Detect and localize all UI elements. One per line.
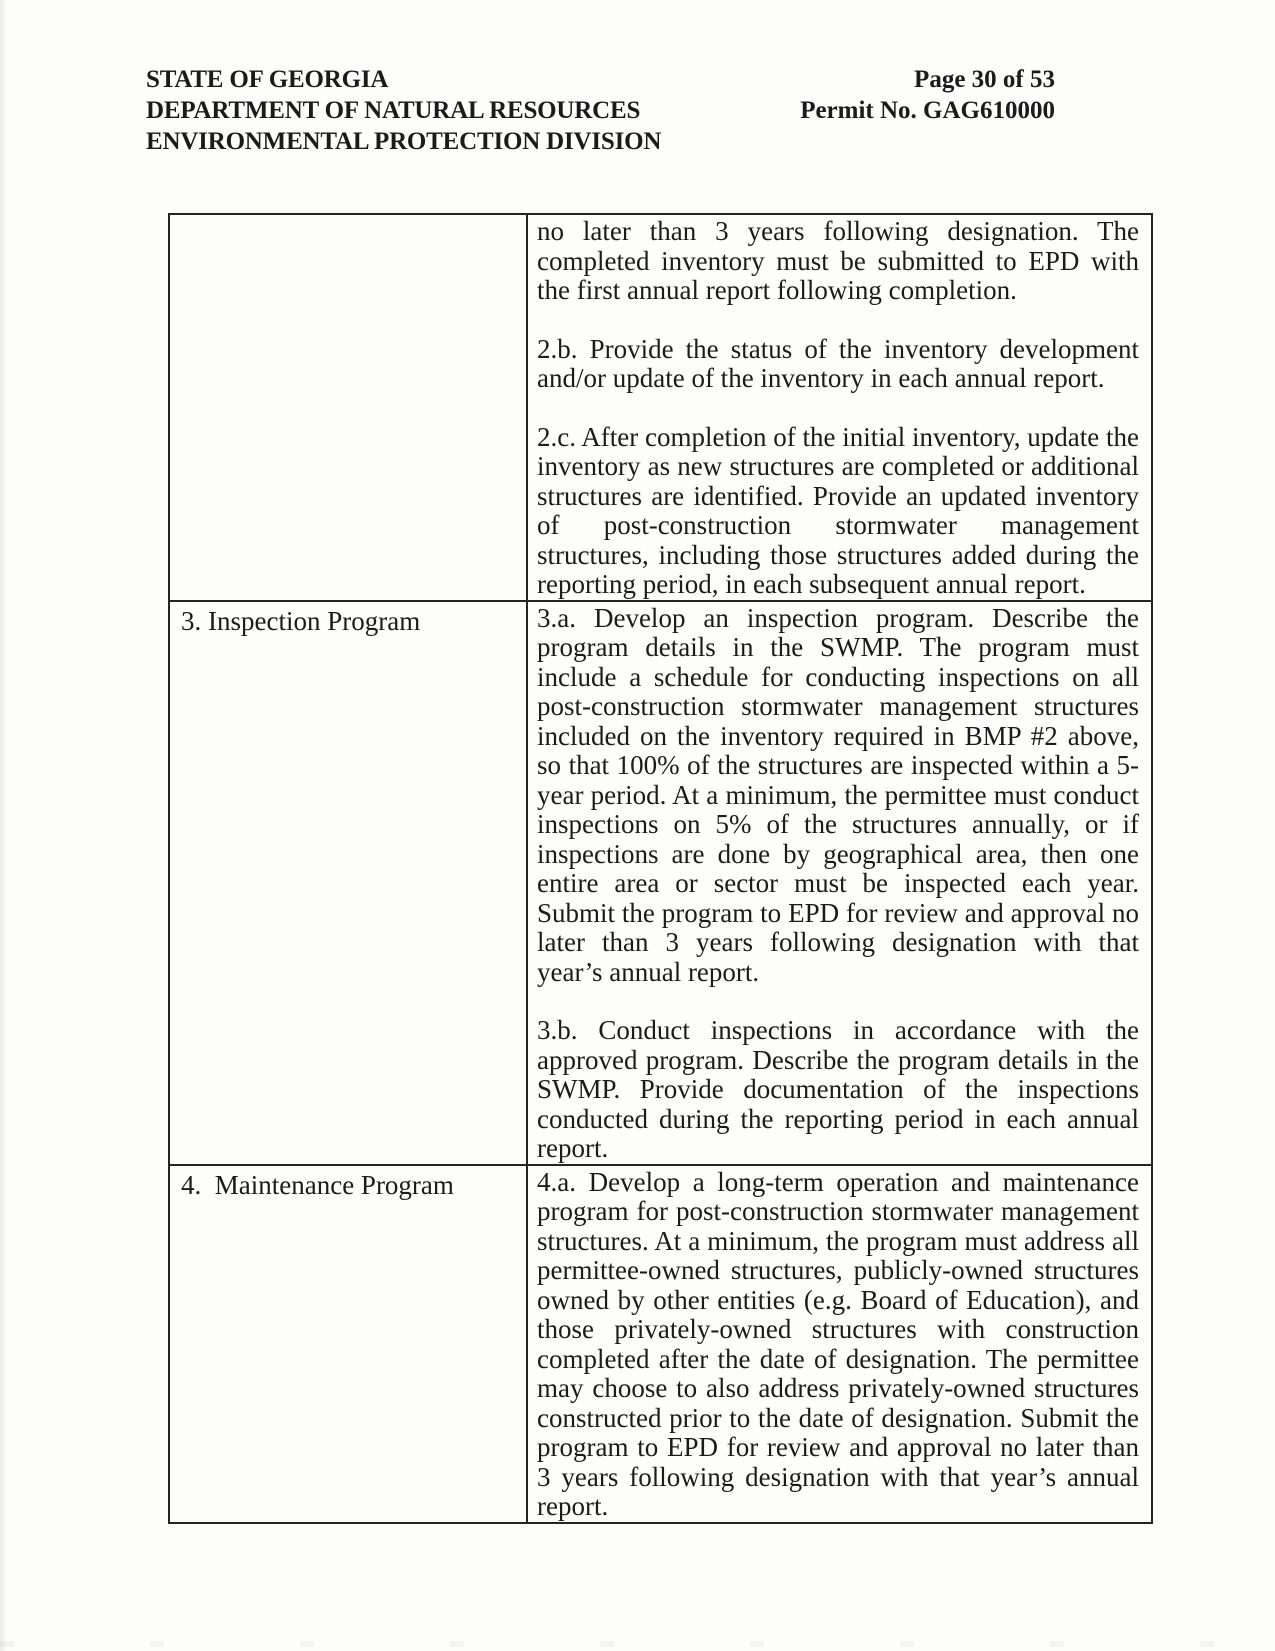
scan-bottom-artifact xyxy=(0,1641,1275,1647)
permit-number: Permit No. GAG610000 xyxy=(800,97,1055,124)
bmp-detail-cell xyxy=(527,1165,1152,1523)
paragraph-3a: 3.a. Develop an inspection program. Describe the program details in the SWMP. The program must include a schedule for conducting inspections on all post-construction stormwater management structures included on the inventory required in BMP #2 above, so that 100% of the structures are inspected within a 5-year period. At a minimum, the permittee must conduct inspections on 5% of the structures annually, or if inspections are done by geographical area, then one entire area or sector must be inspected each year. Submit the program to EPD for review and approval no later than 3 years following designation with that year’s annual report. xyxy=(537,602,1139,987)
paragraph-2b: 2.b. Provide the status of the inventory development and/or update of the inventory in each annual report. xyxy=(537,333,1139,393)
agency-line-division: ENVIRONMENTAL PROTECTION DIVISION xyxy=(146,128,662,155)
page-info-block xyxy=(635,64,1055,126)
paragraph-4a: 4.a. Develop a long-term operation and maintenance program for post-construction stormwater management structures. At a minimum, the program must address all permittee-owned structures, publicly-owned structures owned by other entities (e.g. Board of Education), and those privately-owned structures with construction completed after the date of designation. The permittee may choose to also address privately-owned structures constructed prior to the date of designation. Submit the program to EPD for review and approval no later than 3 years following designation with that year’s annual report. xyxy=(537,1166,1139,1521)
bmp-name-label: 3. Inspection Program xyxy=(181,605,421,636)
table-row-continuation xyxy=(169,214,1152,601)
table-row-inspection-program xyxy=(169,601,1152,1165)
bmp-name-cell xyxy=(169,1165,527,1523)
bmp-name-label: 4. Maintenance Program xyxy=(181,1169,454,1200)
agency-line-state: STATE OF GEORGIA xyxy=(146,66,389,93)
bmp-name-cell-empty xyxy=(169,214,527,601)
page-number: Page 30 of 53 xyxy=(914,66,1055,93)
paragraph-continuation: no later than 3 years following designation. The completed inventory must be submitted to EPD with the first annual report following completion. xyxy=(537,216,1139,305)
bmp-requirements-table xyxy=(168,213,1153,1524)
bmp-name-cell xyxy=(169,601,527,1165)
scan-edge-artifact xyxy=(0,0,7,1651)
bmp-detail-cell xyxy=(527,214,1152,601)
table-row-maintenance-program xyxy=(169,1165,1152,1523)
paragraph-3b: 3.b. Conduct inspections in accordance with the approved program. Describe the program details in the SWMP. Provide documentation of the inspections conducted during the reporting period in each annual report. xyxy=(537,1015,1139,1163)
bmp-detail-cell xyxy=(527,601,1152,1165)
agency-line-department: DEPARTMENT OF NATURAL RESOURCES xyxy=(146,97,641,124)
paragraph-2c: 2.c. After completion of the initial inventory, update the inventory as new structures are completed or additional structures are identified. Provide an updated inventory of post-construction stormwater management structures, including those structures added during the reporting period, in each subsequent annual report. xyxy=(537,421,1139,599)
agency-header-block xyxy=(146,64,661,157)
